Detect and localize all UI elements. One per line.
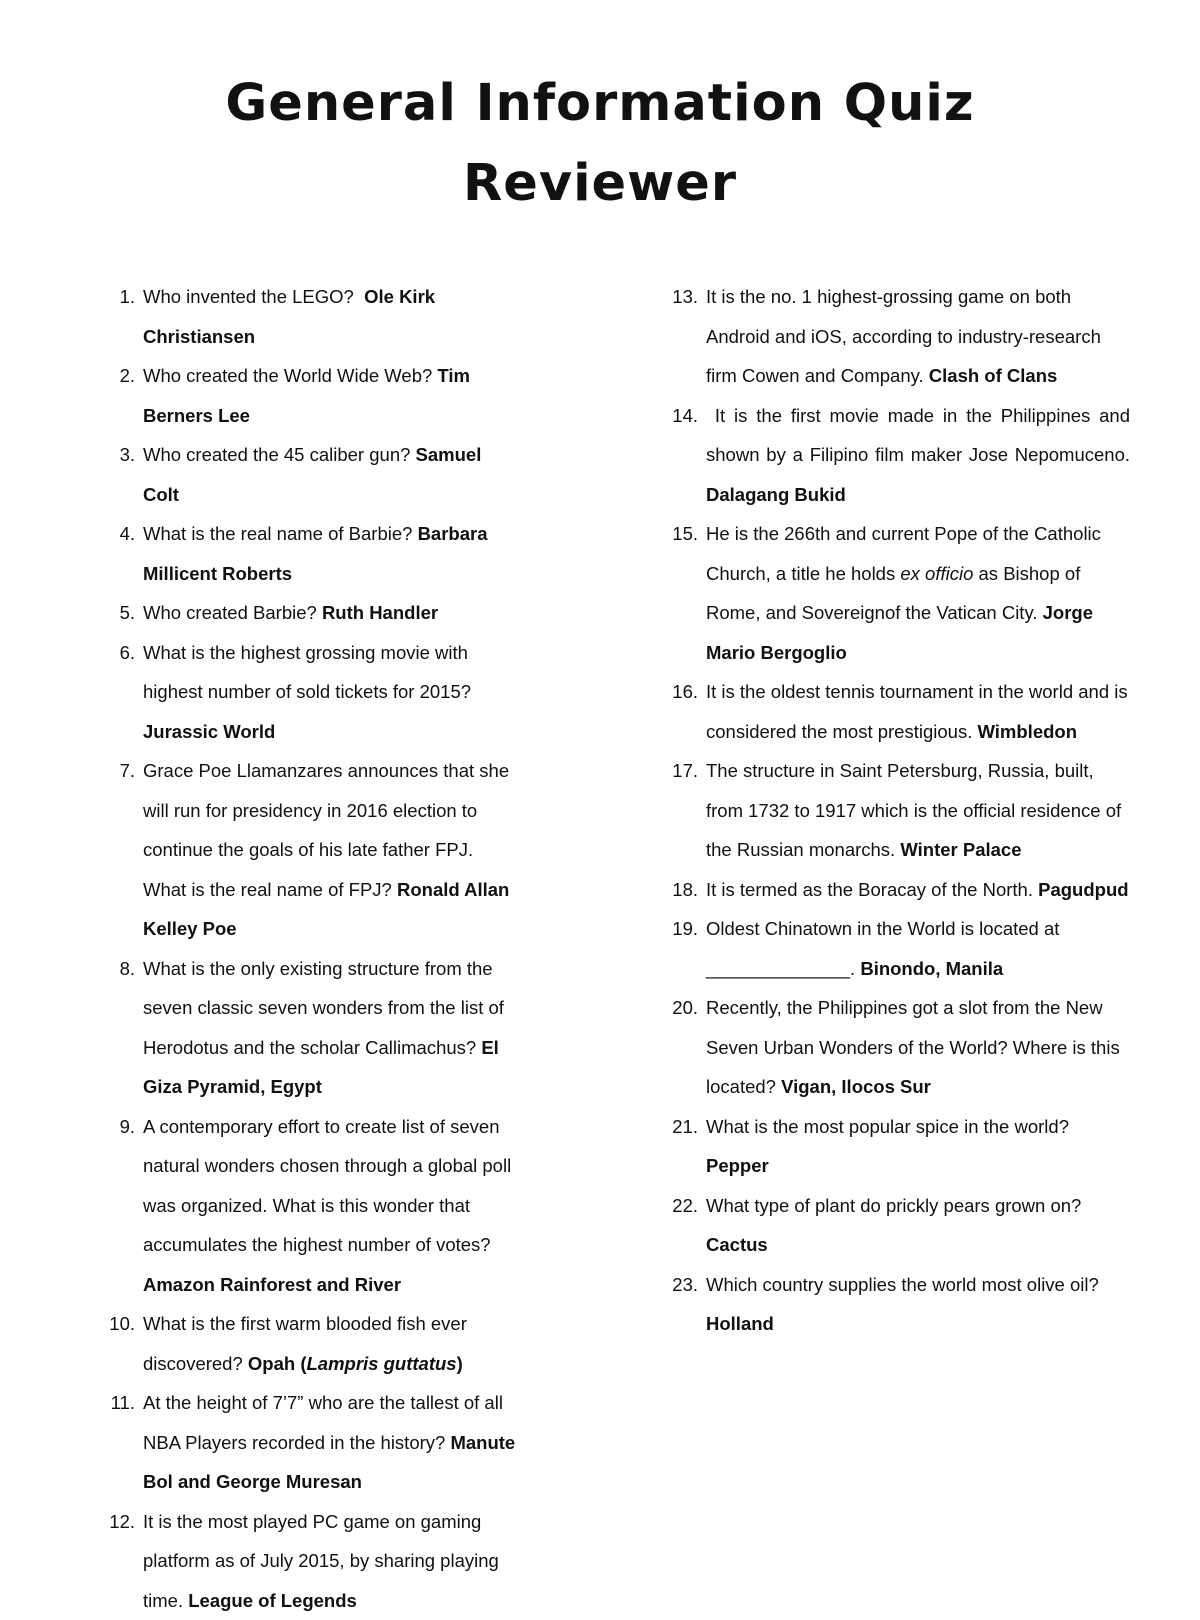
left-column — [95, 277, 517, 1620]
list-item: 7. Grace Poe Llamanzares announces that she will run for presidency in 2016 election to continue the goals of his late father FPJ. What is the real name of FPJ? Ronald Allan Kelley Poe — [95, 751, 517, 949]
list-item: 10. What is the first warm blooded fish ever discovered? Opah (Lampris guttatus) — [95, 1304, 517, 1383]
list-item: 9. A contemporary effort to create list of seven natural wonders chosen through a global poll was organized. What is this wonder that accumulates the highest number of votes? Amazon Rainforest and River — [95, 1107, 517, 1305]
list-item: 16. It is the oldest tennis tournament in the world and is considered the most prestigious. Wimbledon — [658, 672, 1130, 751]
list-item: 12. It is the most played PC game on gaming platform as of July 2015, by sharing playing time. League of Legends — [95, 1502, 517, 1620]
list-item: 2. Who created the World Wide Web? Tim Berners Lee — [95, 356, 517, 435]
list-item: 20. Recently, the Philippines got a slot from the New Seven Urban Wonders of the World? Where is this located? Vigan, Ilocos Sur — [658, 988, 1130, 1107]
list-item: 5. Who created Barbie? Ruth Handler — [95, 593, 517, 633]
list-item: 13. It is the no. 1 highest-grossing game on both Android and iOS, according to industry-research firm Cowen and Company. Clash of Clans — [658, 277, 1130, 396]
title-line-2: Reviewer — [0, 144, 1200, 224]
list-item: 8. What is the only existing structure from the seven classic seven wonders from the list of Herodotus and the scholar Callimachus? El Giza Pyramid, Egypt — [95, 949, 517, 1107]
list-item: 23. Which country supplies the world most olive oil? Holland — [658, 1265, 1130, 1344]
list-item: 18. It is termed as the Boracay of the North. Pagudpud — [658, 870, 1130, 910]
list-item: 19. Oldest Chinatown in the World is located at ______________. Binondo, Manila — [658, 909, 1130, 988]
list-item: 6. What is the highest grossing movie with highest number of sold tickets for 2015? Jurassic World — [95, 633, 517, 752]
list-item: 15. He is the 266th and current Pope of the Catholic Church, a title he holds ex officio as Bishop of Rome, and Sovereignof the Vatican City. Jorge Mario Bergoglio — [658, 514, 1130, 672]
list-item: 17. The structure in Saint Petersburg, Russia, built, from 1732 to 1917 which is the official residence of the Russian monarchs. Winter Palace — [658, 751, 1130, 870]
list-item: 1. Who invented the LEGO? Ole Kirk Christiansen — [95, 277, 517, 356]
page-title — [0, 64, 1200, 224]
right-column — [658, 277, 1130, 1344]
list-item: 4. What is the real name of Barbie? Barbara Millicent Roberts — [95, 514, 517, 593]
list-item: 3. Who created the 45 caliber gun? Samuel Colt — [95, 435, 517, 514]
title-line-1: General Information Quiz — [0, 64, 1200, 144]
list-item: 11. At the height of 7’7” who are the tallest of all NBA Players recorded in the history? Manute Bol and George Muresan — [95, 1383, 517, 1502]
list-item: 14. It is the first movie made in the Philippines and shown by a Filipino film maker Jose Nepomuceno. Dalagang Bukid — [658, 396, 1130, 515]
list-item: 22. What type of plant do prickly pears grown on? Cactus — [658, 1186, 1130, 1265]
list-item: 21. What is the most popular spice in the world? Pepper — [658, 1107, 1130, 1186]
